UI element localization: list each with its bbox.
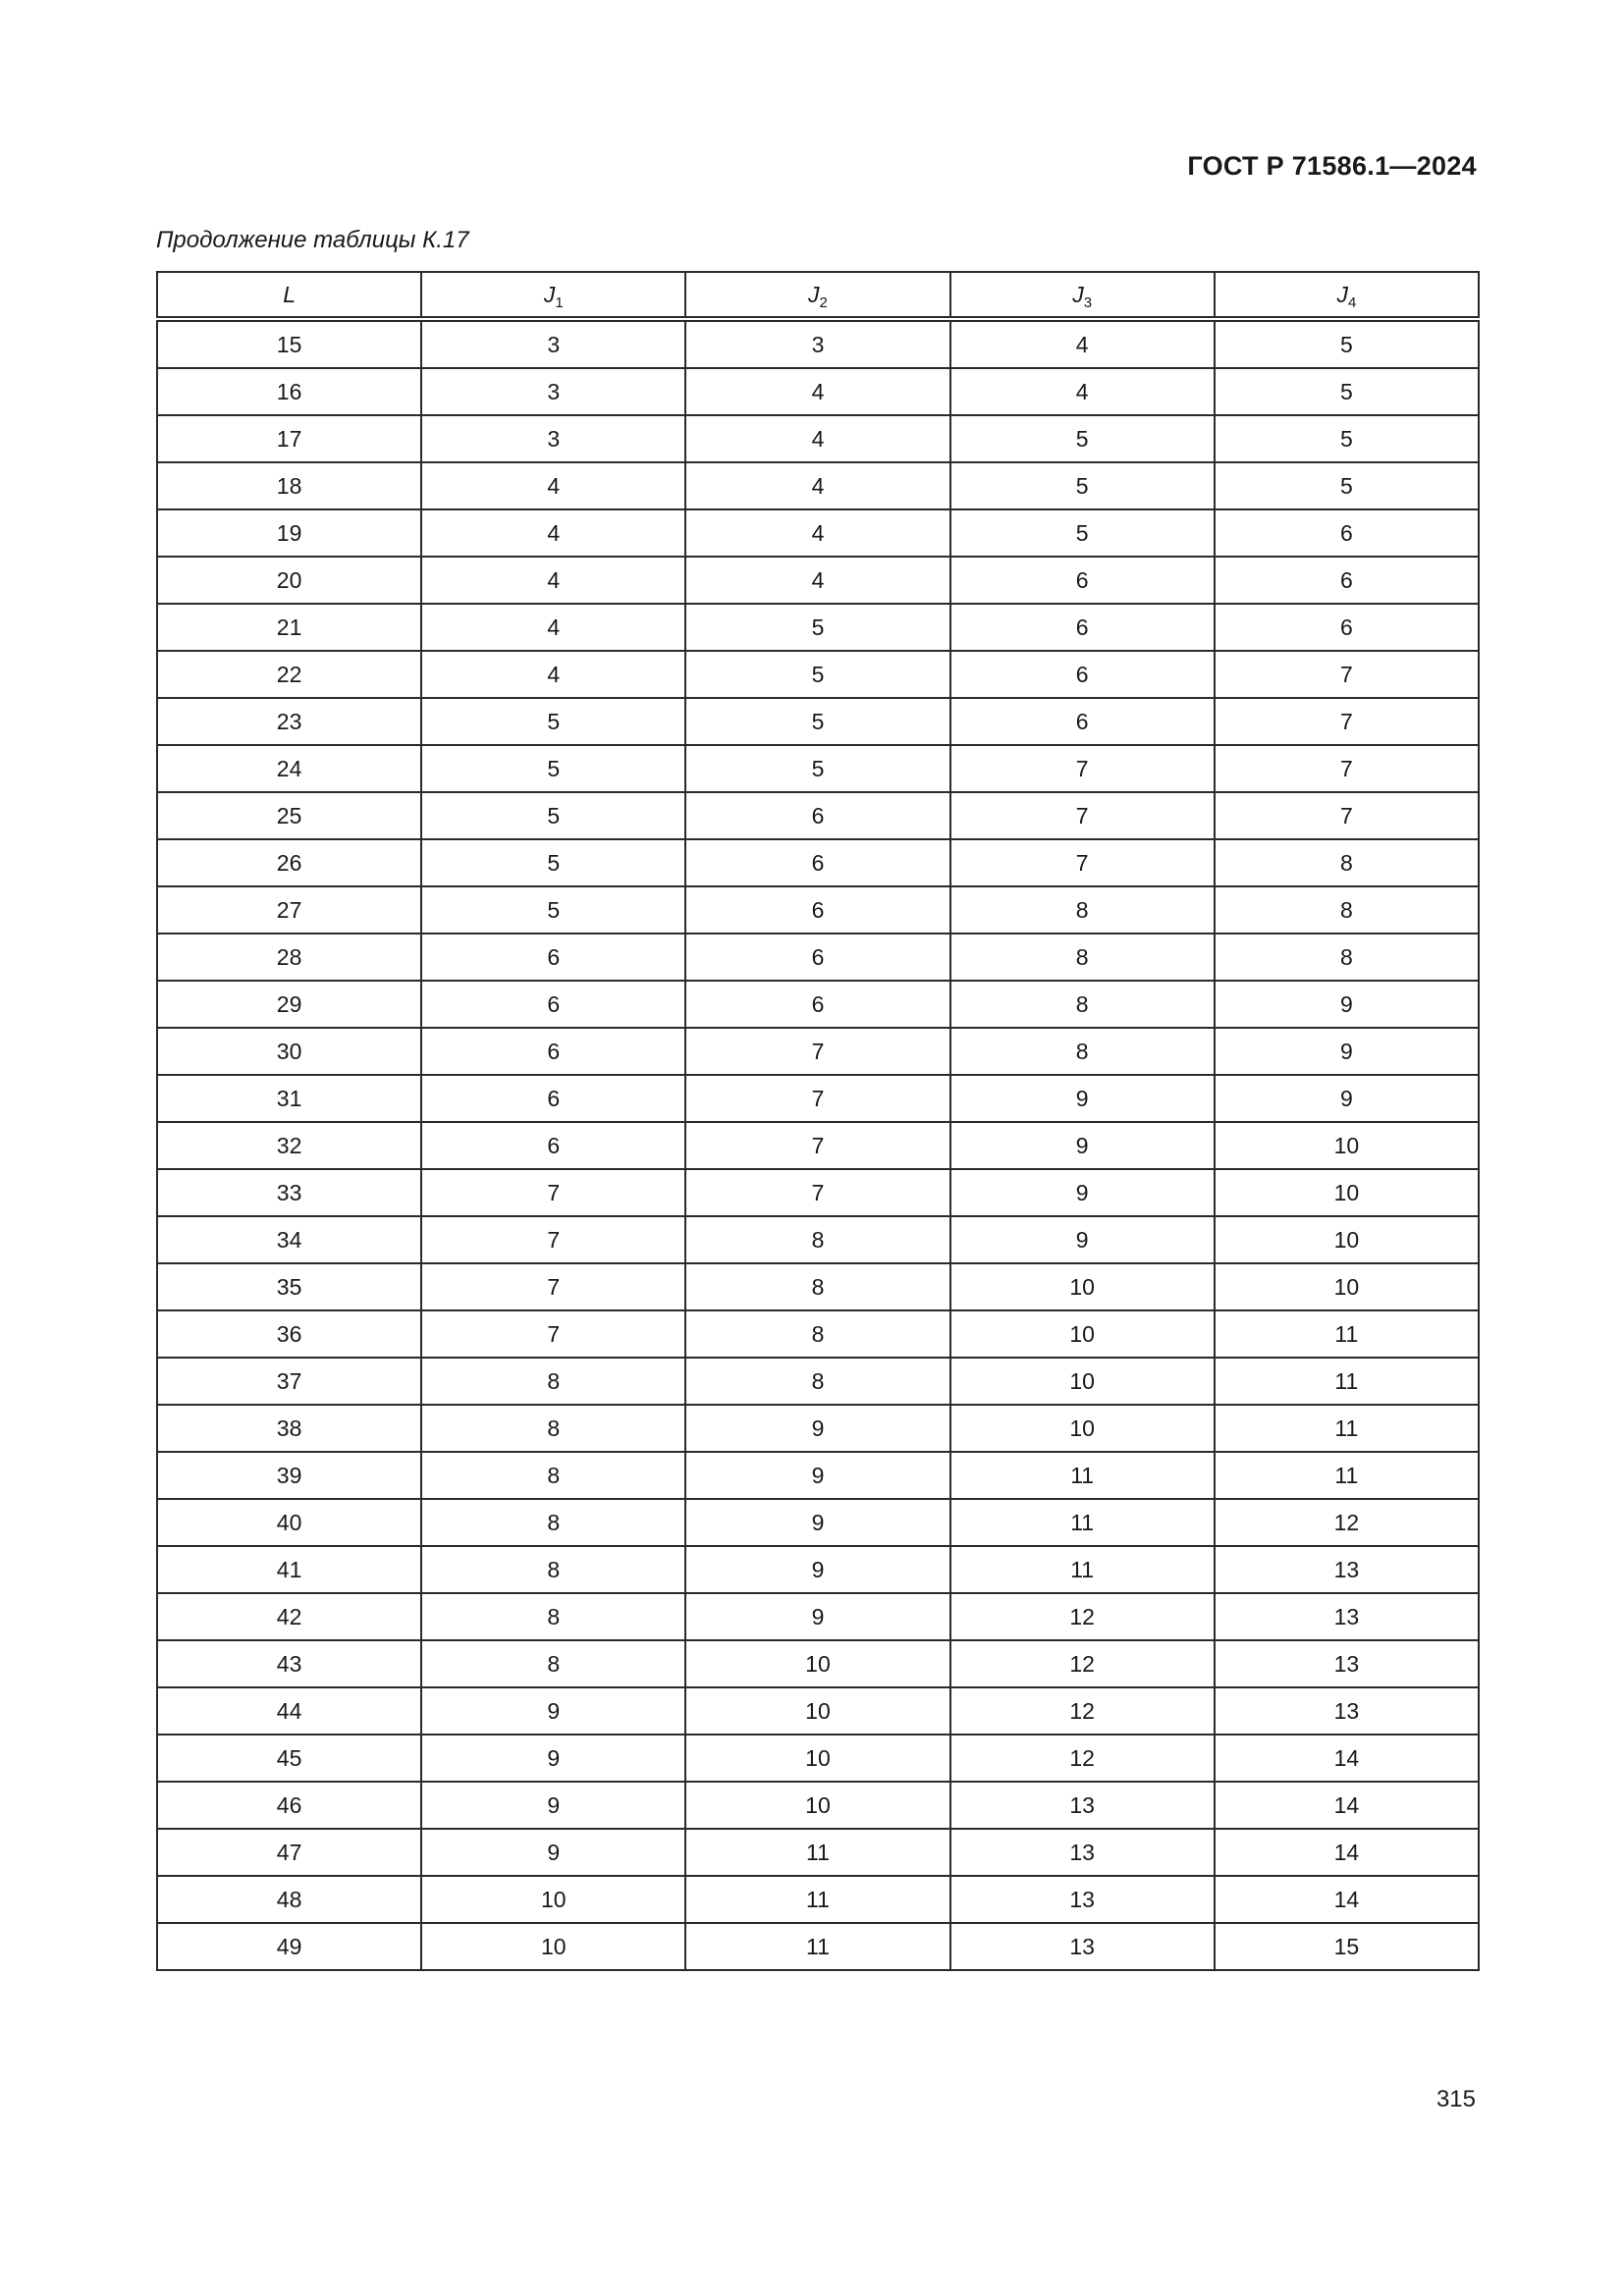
table-cell: 18 <box>157 462 421 509</box>
table-cell: 9 <box>685 1593 949 1640</box>
table-cell: 6 <box>685 839 949 886</box>
table-row <box>157 792 1479 839</box>
column-header-symbol: J <box>1072 281 1084 307</box>
table-cell: 12 <box>950 1640 1215 1687</box>
table-cell: 14 <box>1215 1829 1479 1876</box>
table-cell: 7 <box>950 839 1215 886</box>
table-cell: 10 <box>685 1687 949 1735</box>
table-cell: 7 <box>1215 698 1479 745</box>
table-row <box>157 1829 1479 1876</box>
table-cell: 8 <box>421 1358 685 1405</box>
table-cell: 10 <box>685 1782 949 1829</box>
table-cell: 9 <box>421 1735 685 1782</box>
table-cell: 13 <box>1215 1593 1479 1640</box>
table-row <box>157 1358 1479 1405</box>
table-cell: 13 <box>950 1829 1215 1876</box>
table-cell: 4 <box>421 604 685 651</box>
table-cell: 7 <box>1215 745 1479 792</box>
table-cell: 12 <box>950 1687 1215 1735</box>
table-cell: 6 <box>1215 509 1479 557</box>
table-cell: 9 <box>421 1829 685 1876</box>
table-cell: 4 <box>685 462 949 509</box>
table-cell: 5 <box>421 839 685 886</box>
table-cell: 13 <box>950 1782 1215 1829</box>
column-header-symbol: L <box>283 281 296 307</box>
table-cell: 6 <box>421 1028 685 1075</box>
table-row <box>157 1876 1479 1923</box>
table-cell: 5 <box>950 509 1215 557</box>
table-cell: 14 <box>1215 1735 1479 1782</box>
table-cell: 10 <box>950 1358 1215 1405</box>
table-cell: 5 <box>1215 368 1479 415</box>
table-row <box>157 1640 1479 1687</box>
table-cell: 6 <box>421 934 685 981</box>
table-cell: 6 <box>950 698 1215 745</box>
table-cell: 32 <box>157 1122 421 1169</box>
table-cell: 3 <box>421 319 685 368</box>
table-cell: 5 <box>685 745 949 792</box>
table-cell: 4 <box>421 462 685 509</box>
table-cell: 7 <box>685 1075 949 1122</box>
table-cell: 10 <box>950 1405 1215 1452</box>
table-cell: 47 <box>157 1829 421 1876</box>
table-cell: 6 <box>685 792 949 839</box>
table-cell: 9 <box>685 1405 949 1452</box>
table-cell: 5 <box>685 651 949 698</box>
table-row <box>157 1169 1479 1216</box>
column-header-1 <box>421 272 685 319</box>
table-cell: 9 <box>685 1499 949 1546</box>
table-cell: 46 <box>157 1782 421 1829</box>
table-cell: 8 <box>685 1310 949 1358</box>
column-header-symbol: J <box>808 281 820 307</box>
table-cell: 28 <box>157 934 421 981</box>
table-cell: 10 <box>950 1263 1215 1310</box>
table-cell: 9 <box>950 1075 1215 1122</box>
table-cell: 10 <box>1215 1263 1479 1310</box>
table-cell: 27 <box>157 886 421 934</box>
table-caption: Продолжение таблицы К.17 <box>156 227 469 253</box>
table-cell: 23 <box>157 698 421 745</box>
table-cell: 4 <box>685 368 949 415</box>
column-header-subscript: 4 <box>1347 294 1357 311</box>
table-cell: 11 <box>1215 1452 1479 1499</box>
table-cell: 13 <box>1215 1546 1479 1593</box>
table-row <box>157 319 1479 368</box>
table-cell: 6 <box>685 886 949 934</box>
table-cell: 7 <box>421 1216 685 1263</box>
table-cell: 34 <box>157 1216 421 1263</box>
table-cell: 3 <box>421 415 685 462</box>
table-cell: 13 <box>950 1923 1215 1970</box>
table-cell: 39 <box>157 1452 421 1499</box>
table-row <box>157 698 1479 745</box>
table-row <box>157 604 1479 651</box>
table-row <box>157 1216 1479 1263</box>
table-cell: 12 <box>950 1593 1215 1640</box>
table-cell: 9 <box>685 1452 949 1499</box>
table-row <box>157 651 1479 698</box>
column-header-3 <box>950 272 1215 319</box>
column-header-subscript: 3 <box>1083 294 1093 311</box>
table-cell: 4 <box>421 509 685 557</box>
table-cell: 4 <box>950 319 1215 368</box>
column-header-symbol: J <box>543 281 556 307</box>
table-cell: 5 <box>685 604 949 651</box>
table-row <box>157 1546 1479 1593</box>
table-cell: 8 <box>421 1546 685 1593</box>
table-cell: 11 <box>950 1546 1215 1593</box>
table-cell: 8 <box>685 1358 949 1405</box>
table-cell: 7 <box>421 1169 685 1216</box>
table-cell: 5 <box>1215 462 1479 509</box>
table-row <box>157 981 1479 1028</box>
table-cell: 5 <box>421 792 685 839</box>
table-row <box>157 1687 1479 1735</box>
table-cell: 9 <box>950 1122 1215 1169</box>
table-cell: 22 <box>157 651 421 698</box>
table-cell: 10 <box>950 1310 1215 1358</box>
table-cell: 42 <box>157 1593 421 1640</box>
table-row <box>157 1028 1479 1075</box>
table-cell: 7 <box>950 745 1215 792</box>
table-cell: 26 <box>157 839 421 886</box>
column-header-0 <box>157 272 421 319</box>
table-cell: 6 <box>950 651 1215 698</box>
table-cell: 8 <box>421 1640 685 1687</box>
table-cell: 11 <box>685 1923 949 1970</box>
table-cell: 11 <box>1215 1405 1479 1452</box>
table-cell: 8 <box>685 1263 949 1310</box>
table-row <box>157 557 1479 604</box>
table-cell: 4 <box>421 651 685 698</box>
table-cell: 16 <box>157 368 421 415</box>
table-cell: 6 <box>1215 604 1479 651</box>
table-cell: 6 <box>950 557 1215 604</box>
table-cell: 17 <box>157 415 421 462</box>
table-cell: 10 <box>421 1923 685 1970</box>
table-cell: 4 <box>685 509 949 557</box>
table-cell: 21 <box>157 604 421 651</box>
table-cell: 37 <box>157 1358 421 1405</box>
table-cell: 29 <box>157 981 421 1028</box>
table-cell: 5 <box>1215 415 1479 462</box>
table-row <box>157 1735 1479 1782</box>
table-cell: 9 <box>421 1782 685 1829</box>
table-cell: 19 <box>157 509 421 557</box>
table-cell: 35 <box>157 1263 421 1310</box>
table-row <box>157 509 1479 557</box>
table-cell: 13 <box>950 1876 1215 1923</box>
table-cell: 5 <box>950 415 1215 462</box>
table-row <box>157 1452 1479 1499</box>
table-cell: 6 <box>685 934 949 981</box>
table-cell: 41 <box>157 1546 421 1593</box>
table-cell: 43 <box>157 1640 421 1687</box>
table-cell: 11 <box>1215 1310 1479 1358</box>
table-cell: 15 <box>157 319 421 368</box>
table-cell: 3 <box>421 368 685 415</box>
table-cell: 11 <box>950 1499 1215 1546</box>
table-cell: 5 <box>950 462 1215 509</box>
table-cell: 8 <box>421 1593 685 1640</box>
table-cell: 25 <box>157 792 421 839</box>
column-header-2 <box>685 272 949 319</box>
table-row <box>157 1075 1479 1122</box>
table-cell: 20 <box>157 557 421 604</box>
table-cell: 8 <box>950 886 1215 934</box>
table-cell: 10 <box>1215 1122 1479 1169</box>
table-cell: 5 <box>421 698 685 745</box>
table-cell: 11 <box>1215 1358 1479 1405</box>
column-header-subscript: 1 <box>555 294 564 311</box>
table-cell: 7 <box>685 1122 949 1169</box>
table-cell: 13 <box>1215 1640 1479 1687</box>
table-cell: 12 <box>1215 1499 1479 1546</box>
table-cell: 5 <box>421 886 685 934</box>
table-body <box>157 319 1479 1970</box>
table-cell: 8 <box>421 1452 685 1499</box>
table-cell: 8 <box>1215 886 1479 934</box>
table-cell: 7 <box>421 1263 685 1310</box>
table-cell: 8 <box>1215 839 1479 886</box>
table-cell: 4 <box>685 415 949 462</box>
table-cell: 31 <box>157 1075 421 1122</box>
table-cell: 8 <box>950 1028 1215 1075</box>
table-row <box>157 415 1479 462</box>
table-cell: 6 <box>685 981 949 1028</box>
table-cell: 10 <box>685 1640 949 1687</box>
table-cell: 14 <box>1215 1876 1479 1923</box>
table-cell: 8 <box>950 981 1215 1028</box>
table-cell: 9 <box>421 1687 685 1735</box>
table-cell: 8 <box>950 934 1215 981</box>
table-header <box>157 272 1479 319</box>
column-header-subscript: 2 <box>819 294 828 311</box>
table-row <box>157 1310 1479 1358</box>
table-cell: 6 <box>421 981 685 1028</box>
table-cell: 36 <box>157 1310 421 1358</box>
table-row <box>157 1499 1479 1546</box>
table-cell: 9 <box>1215 1028 1479 1075</box>
table-cell: 49 <box>157 1923 421 1970</box>
table-row <box>157 745 1479 792</box>
table-row <box>157 1923 1479 1970</box>
table-cell: 5 <box>421 745 685 792</box>
table-cell: 6 <box>421 1122 685 1169</box>
table-cell: 5 <box>685 698 949 745</box>
table-cell: 10 <box>1215 1169 1479 1216</box>
header-row <box>157 272 1479 319</box>
table-row <box>157 1782 1479 1829</box>
table-cell: 14 <box>1215 1782 1479 1829</box>
table-cell: 6 <box>421 1075 685 1122</box>
table-cell: 9 <box>1215 1075 1479 1122</box>
table-cell: 44 <box>157 1687 421 1735</box>
table-cell: 9 <box>1215 981 1479 1028</box>
table-row <box>157 368 1479 415</box>
document-code: ГОСТ Р 71586.1—2024 <box>1187 151 1477 181</box>
table-cell: 3 <box>685 319 949 368</box>
table-cell: 6 <box>950 604 1215 651</box>
table-cell: 24 <box>157 745 421 792</box>
table-row <box>157 934 1479 981</box>
table-cell: 33 <box>157 1169 421 1216</box>
table-cell: 7 <box>1215 651 1479 698</box>
table-cell: 38 <box>157 1405 421 1452</box>
table-row <box>157 886 1479 934</box>
table-cell: 8 <box>1215 934 1479 981</box>
table-cell: 30 <box>157 1028 421 1075</box>
column-header-4 <box>1215 272 1479 319</box>
table-row <box>157 1405 1479 1452</box>
data-table <box>156 271 1480 1971</box>
table-cell: 5 <box>1215 319 1479 368</box>
table-cell: 8 <box>685 1216 949 1263</box>
table-cell: 8 <box>421 1405 685 1452</box>
table-cell: 45 <box>157 1735 421 1782</box>
table-cell: 10 <box>421 1876 685 1923</box>
table-cell: 12 <box>950 1735 1215 1782</box>
table-row <box>157 1593 1479 1640</box>
data-table-container <box>156 271 1480 1971</box>
table-cell: 7 <box>685 1028 949 1075</box>
table-cell: 9 <box>950 1169 1215 1216</box>
column-header-symbol: J <box>1336 281 1348 307</box>
table-cell: 48 <box>157 1876 421 1923</box>
table-cell: 10 <box>685 1735 949 1782</box>
table-cell: 7 <box>950 792 1215 839</box>
table-cell: 13 <box>1215 1687 1479 1735</box>
page-number: 315 <box>1435 2086 1476 2112</box>
table-row <box>157 1263 1479 1310</box>
table-row <box>157 1122 1479 1169</box>
table-cell: 7 <box>1215 792 1479 839</box>
table-cell: 8 <box>421 1499 685 1546</box>
table-cell: 11 <box>685 1829 949 1876</box>
table-cell: 4 <box>421 557 685 604</box>
table-row <box>157 839 1479 886</box>
table-cell: 6 <box>1215 557 1479 604</box>
table-cell: 4 <box>685 557 949 604</box>
table-cell: 7 <box>685 1169 949 1216</box>
table-cell: 7 <box>421 1310 685 1358</box>
table-cell: 4 <box>950 368 1215 415</box>
table-cell: 11 <box>685 1876 949 1923</box>
table-row <box>157 462 1479 509</box>
table-cell: 9 <box>685 1546 949 1593</box>
table-cell: 11 <box>950 1452 1215 1499</box>
table-cell: 9 <box>950 1216 1215 1263</box>
table-cell: 40 <box>157 1499 421 1546</box>
table-cell: 15 <box>1215 1923 1479 1970</box>
table-cell: 10 <box>1215 1216 1479 1263</box>
